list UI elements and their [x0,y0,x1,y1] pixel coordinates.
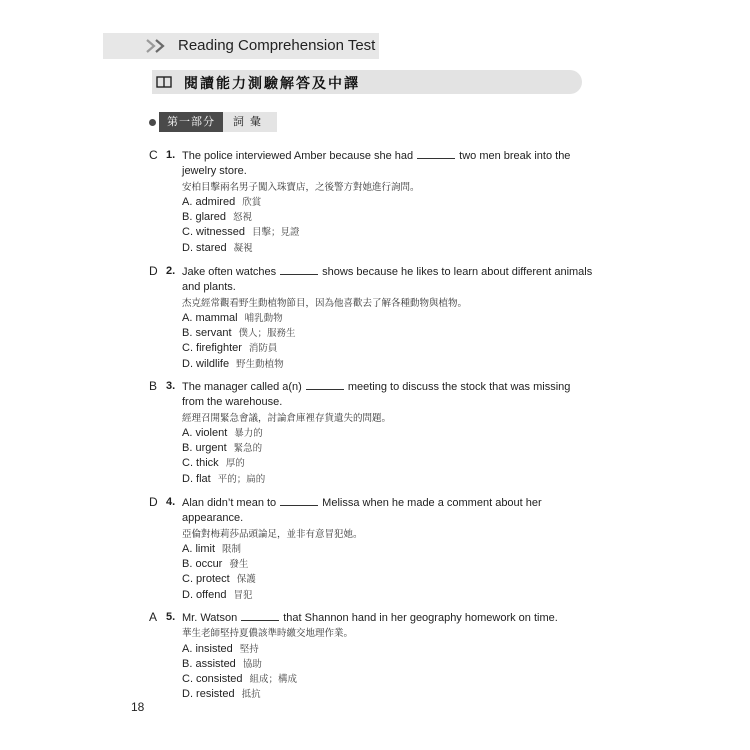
option-a: A. admired 欣賞 [182,195,262,208]
option-a: A. mammal 哺乳動物 [182,311,283,324]
option-c: C. witnessed 目擊；見證 [182,226,300,239]
question-item [149,610,589,703]
question-stem-cont: and plants. [182,281,236,294]
book-icon [152,70,176,94]
header-banner [103,33,379,59]
option-b: B. glared 怒視 [182,211,253,224]
option-a: A. limit 限制 [182,542,242,555]
section-name-label: 詞彙 [223,112,277,132]
chinese-title: 閱讀能力測驗解答及中譯 [184,76,360,92]
option-d: D. offend 冒犯 [182,588,253,601]
question-stem-cont: from the warehouse. [182,396,283,409]
option-a: A. insisted 堅持 [182,642,259,655]
question-stem: The manager called a(n) meeting to discuss the stock that was missing [182,381,571,393]
question-number: 4. [166,496,176,508]
question-stem: Mr. Watson that Shannon hand in her geography homework on time. [182,612,558,624]
question-item [149,379,589,487]
option-b: B. assisted 協助 [182,657,262,670]
option-c: C. thick 厚的 [182,457,245,470]
question-translation: 安柏目擊兩名男子闖入珠寶店，之後警方對她進行詢問。 [182,181,420,193]
answer-blank [280,495,318,506]
question-translation: 杰克經常觀看野生動植物節目，因為他喜歡去了解各種動物與植物。 [182,297,468,309]
question-number: 1. [166,149,176,161]
answer-key: D [149,495,158,509]
question-translation: 華生老師堅持夏儂該準時繳交地理作業。 [182,628,354,640]
option-c: C. protect 保護 [182,573,256,586]
option-b: B. urgent 緊急的 [182,442,263,455]
option-b: B. occur 發生 [182,558,249,571]
answer-blank [241,610,279,621]
option-b: B. servant 僕人；服務生 [182,327,296,340]
option-c: C. consisted 組成；構成 [182,673,298,686]
chinese-title-bar [152,70,582,94]
question-stem: Alan didn’t mean to Melissa when he made a comment about her [182,497,542,509]
answer-key: C [149,148,158,162]
question-item [149,264,593,372]
answer-blank [306,379,344,390]
section-part-label: 第一部分 [159,112,223,132]
option-d: D. flat 平的；扁的 [182,472,266,485]
option-c: C. firefighter 消防員 [182,342,278,355]
option-d: D. stared 凝視 [182,241,253,254]
option-d: D. resisted 抵抗 [182,688,261,701]
question-item [149,148,589,256]
question-number: 2. [166,265,176,277]
answer-key: D [149,264,158,278]
answer-blank [280,264,318,275]
page-number: 18 [131,700,145,714]
question-stem-cont: appearance. [182,512,244,525]
page-header-title: Reading Comprehension Test [178,37,376,54]
section-tab [149,112,277,132]
question-item [149,495,589,603]
chevron-right-icon [145,39,171,53]
question-number: 3. [166,380,176,392]
answer-key: A [149,610,158,624]
question-stem: The police interviewed Amber because she had two men break into the [182,150,571,162]
answer-key: B [149,379,158,393]
question-number: 5. [166,611,176,623]
question-translation: 經理召開緊急會議，討論倉庫裡存貨遺失的問題。 [182,412,392,424]
option-d: D. wildlife 野生動植物 [182,357,284,370]
bullet-icon [149,119,156,126]
question-translation: 亞倫對梅莉莎品頭論足，並非有意冒犯她。 [182,528,363,540]
answer-blank [417,148,455,159]
question-stem: Jake often watches shows because he likes to learn about different animals [182,266,593,278]
option-a: A. violent 暴力的 [182,426,263,439]
question-stem-cont: jewelry store. [182,165,247,178]
